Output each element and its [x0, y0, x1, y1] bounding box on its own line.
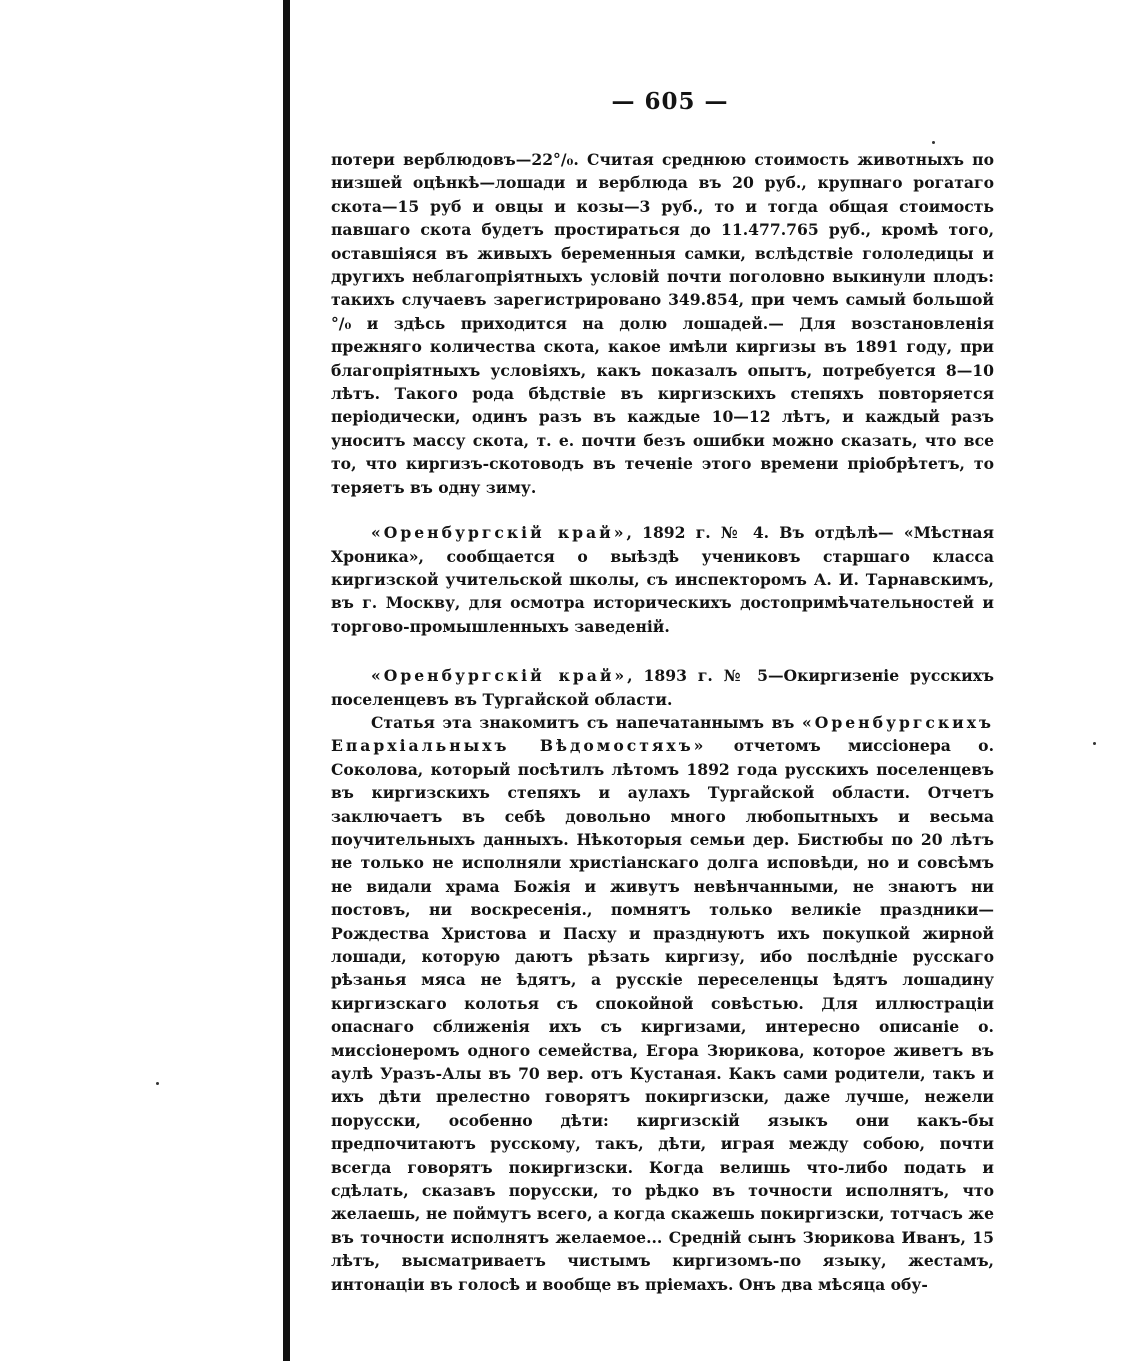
- paragraph-text: , 1892 г. № 4. Въ отдѣлѣ— «Мѣстная Хроника», сообщается о выѣздѣ учениковъ старшаго класса киргизской учительской школы, съ инспекторомъ А. И. Тарнавскимъ, въ г. Москву, для осмотра историческихъ достопримѣчательностей и торгово-промышленныхъ заведеній.: [331, 523, 995, 636]
- paragraph-text: Статья эта знакомитъ съ напечатаннымъ въ: [371, 712, 802, 732]
- paragraph-text: , 1893 г. № 5—Окиргизеніе русскихъ поселенцевъ въ Тургайской области.: [331, 666, 994, 709]
- periodical-title: «Оренбургскій край»: [371, 523, 627, 543]
- paragraph-text: отчетомъ миссіонера о. Соколова, который посѣтилъ лѣтомъ 1892 года русскихъ поселенцевъ въ киргизскихъ степяхъ и аулахъ Тургайской области. Отчетъ заключаетъ въ себѣ довольно много любопытныхъ и весьма поучительныхъ данныхъ. Нѣкоторыя семьи дер. Бистюбы по 20 лѣтъ не только не исполняли христіанскаго долга исповѣди, но и совсѣмъ не видали храма Божія и живутъ невѣнчанными, не знаютъ ни постовъ, ни воскресенія., помнятъ только великіе праздники—Рождества Христова и Пасху и празднуютъ ихъ покупкой жирной лошади, которую даютъ рѣзать киргизу, ибо послѣдніе русскаго рѣзанья мяса не ѣдятъ, а русскіе переселенцы ѣдятъ лошадину киргизскаго колотья съ спокойной совѣстью. Для иллюстраціи опаснаго сближенія ихъ съ киргизами, интересно описаніе о. миссіонеромъ одного семейства, Егора Зюрикова, которое живетъ въ аулѣ Уразъ-Алы въ 70 вер. отъ Кустаная. Какъ сами родители, такъ и ихъ дѣти прелестно говорятъ покиргизски, даже лучше, нежели порусски, особенно дѣти: киргизскій языкъ они какъ-бы предпочитаютъ русскому, такъ, дѣти, играя между собою, почти всегда говорятъ покиргизски. Когда велишь что-либо подать и сдѣлать, сказавъ порусски, то рѣдко въ точности исполнятъ, что желаешь, не поймутъ всего, а когда скажешь покиргизски, тотчасъ же въ точности исполнятъ желаемое... Средній сынъ Зюрикова Иванъ, 15 лѣтъ, высматриваетъ чистымъ киргизомъ-по языку, жестамъ, интонаціи въ голосѣ и вообще въ пріемахъ. Онъ два мѣсяца обу-: [331, 736, 994, 1294]
- paragraph-livestock-losses: потери верблюдовъ—22°/₀. Считая среднюю стоимость животныхъ по низшей оцѣнкѣ—лошади и верблюда въ 20 руб., крупнаго рогатаго скота—15 руб и овцы и козы—3 руб., то и тогда общая стоимость павшаго скота будетъ простираться до 11.477.765 руб., кромѣ того, оставшіяся въ живыхъ беременныя самки, вслѣдствіе гололедицы и другихъ неблагопріятныхъ условій почти поголовно выкинули плодъ: такихъ случаевъ зарегистрировано 349.854, при чемъ самый большой °/₀ и здѣсь приходится на долю лошадей.— Для возстановленія прежняго количества скота, какое имѣли киргизы въ 1891 году, при благопріятныхъ условіяхъ, какъ показалъ опытъ, потребуется 8—10 лѣтъ. Такого рода бѣдствіе въ киргизскихъ степяхъ повторяется періодически, одинъ разъ въ каждые 10—12 лѣтъ, и каждый разъ уноситъ массу скота, т. е. почти безъ ошибки можно сказать, что все то, что киргизъ-скотоводъ въ теченіе этого времени пріобрѣтетъ, то теряетъ въ одну зиму.: [331, 150, 994, 497]
- periodical-title: «Оренбургскихъ Епархіальныхъ Вѣдомостяхъ»: [331, 712, 994, 756]
- page-number: — 605 —: [611, 88, 729, 115]
- scan-speck: [156, 1082, 159, 1085]
- paragraph-press-1893: [331, 664, 994, 711]
- scan-speck: [932, 141, 935, 144]
- body-text: [331, 148, 994, 1296]
- paragraph-missionary-report: [331, 711, 994, 1296]
- binding-edge-rule: [283, 0, 290, 1361]
- periodical-title: «Оренбургскій край»: [371, 666, 628, 686]
- scan-speck: [1093, 742, 1096, 745]
- paragraph-press-1892: [331, 521, 994, 638]
